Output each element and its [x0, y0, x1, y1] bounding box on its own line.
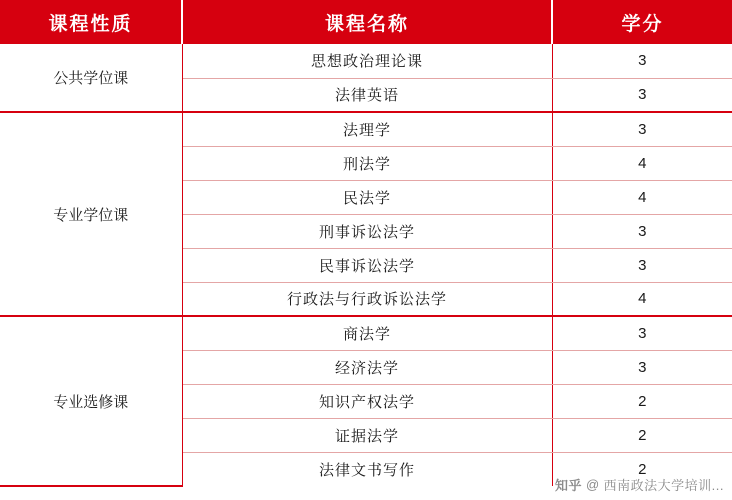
table-header	[0, 0, 732, 44]
credit-cell: 3	[552, 214, 732, 248]
credit-cell: 4	[552, 282, 732, 316]
table-row	[0, 44, 732, 78]
credit-cell: 3	[552, 112, 732, 146]
category-cell: 专业选修课	[0, 316, 182, 486]
credit-cell: 4	[552, 180, 732, 214]
course-name-cell: 商法学	[182, 316, 552, 350]
watermark-author: 西南政法大学培训...	[603, 478, 724, 493]
course-name-cell: 法理学	[182, 112, 552, 146]
course-name-cell: 法律英语	[182, 78, 552, 112]
course-name-cell: 民法学	[182, 180, 552, 214]
category-cell: 公共学位课	[0, 44, 182, 112]
watermark	[555, 475, 724, 494]
credit-cell: 3	[552, 78, 732, 112]
credit-cell: 4	[552, 146, 732, 180]
column-header-credits: 学分	[552, 0, 732, 44]
course-name-cell: 证据法学	[182, 418, 552, 452]
course-name-cell: 知识产权法学	[182, 384, 552, 418]
credit-cell: 3	[552, 350, 732, 384]
course-name-cell: 刑法学	[182, 146, 552, 180]
table-row	[0, 316, 732, 350]
watermark-platform: 知乎	[554, 478, 582, 493]
course-name-cell: 思想政治理论课	[182, 44, 552, 78]
credit-cell: 2	[552, 452, 732, 486]
credit-cell: 2	[552, 418, 732, 452]
watermark-separator: @	[585, 477, 600, 492]
course-name-cell: 法律文书写作	[182, 452, 552, 486]
table-row	[0, 112, 732, 146]
table-body	[0, 44, 732, 486]
column-header-course-name: 课程名称	[182, 0, 552, 44]
credit-cell: 3	[552, 316, 732, 350]
column-header-category: 课程性质	[0, 0, 182, 44]
course-name-cell: 刑事诉讼法学	[182, 214, 552, 248]
course-name-cell: 行政法与行政诉讼法学	[182, 282, 552, 316]
header-row	[0, 0, 732, 44]
category-cell: 专业学位课	[0, 112, 182, 316]
course-name-cell: 经济法学	[182, 350, 552, 384]
course-name-cell: 民事诉讼法学	[182, 248, 552, 282]
credit-cell: 3	[552, 248, 732, 282]
credit-cell: 2	[552, 384, 732, 418]
credit-cell: 3	[552, 44, 732, 78]
